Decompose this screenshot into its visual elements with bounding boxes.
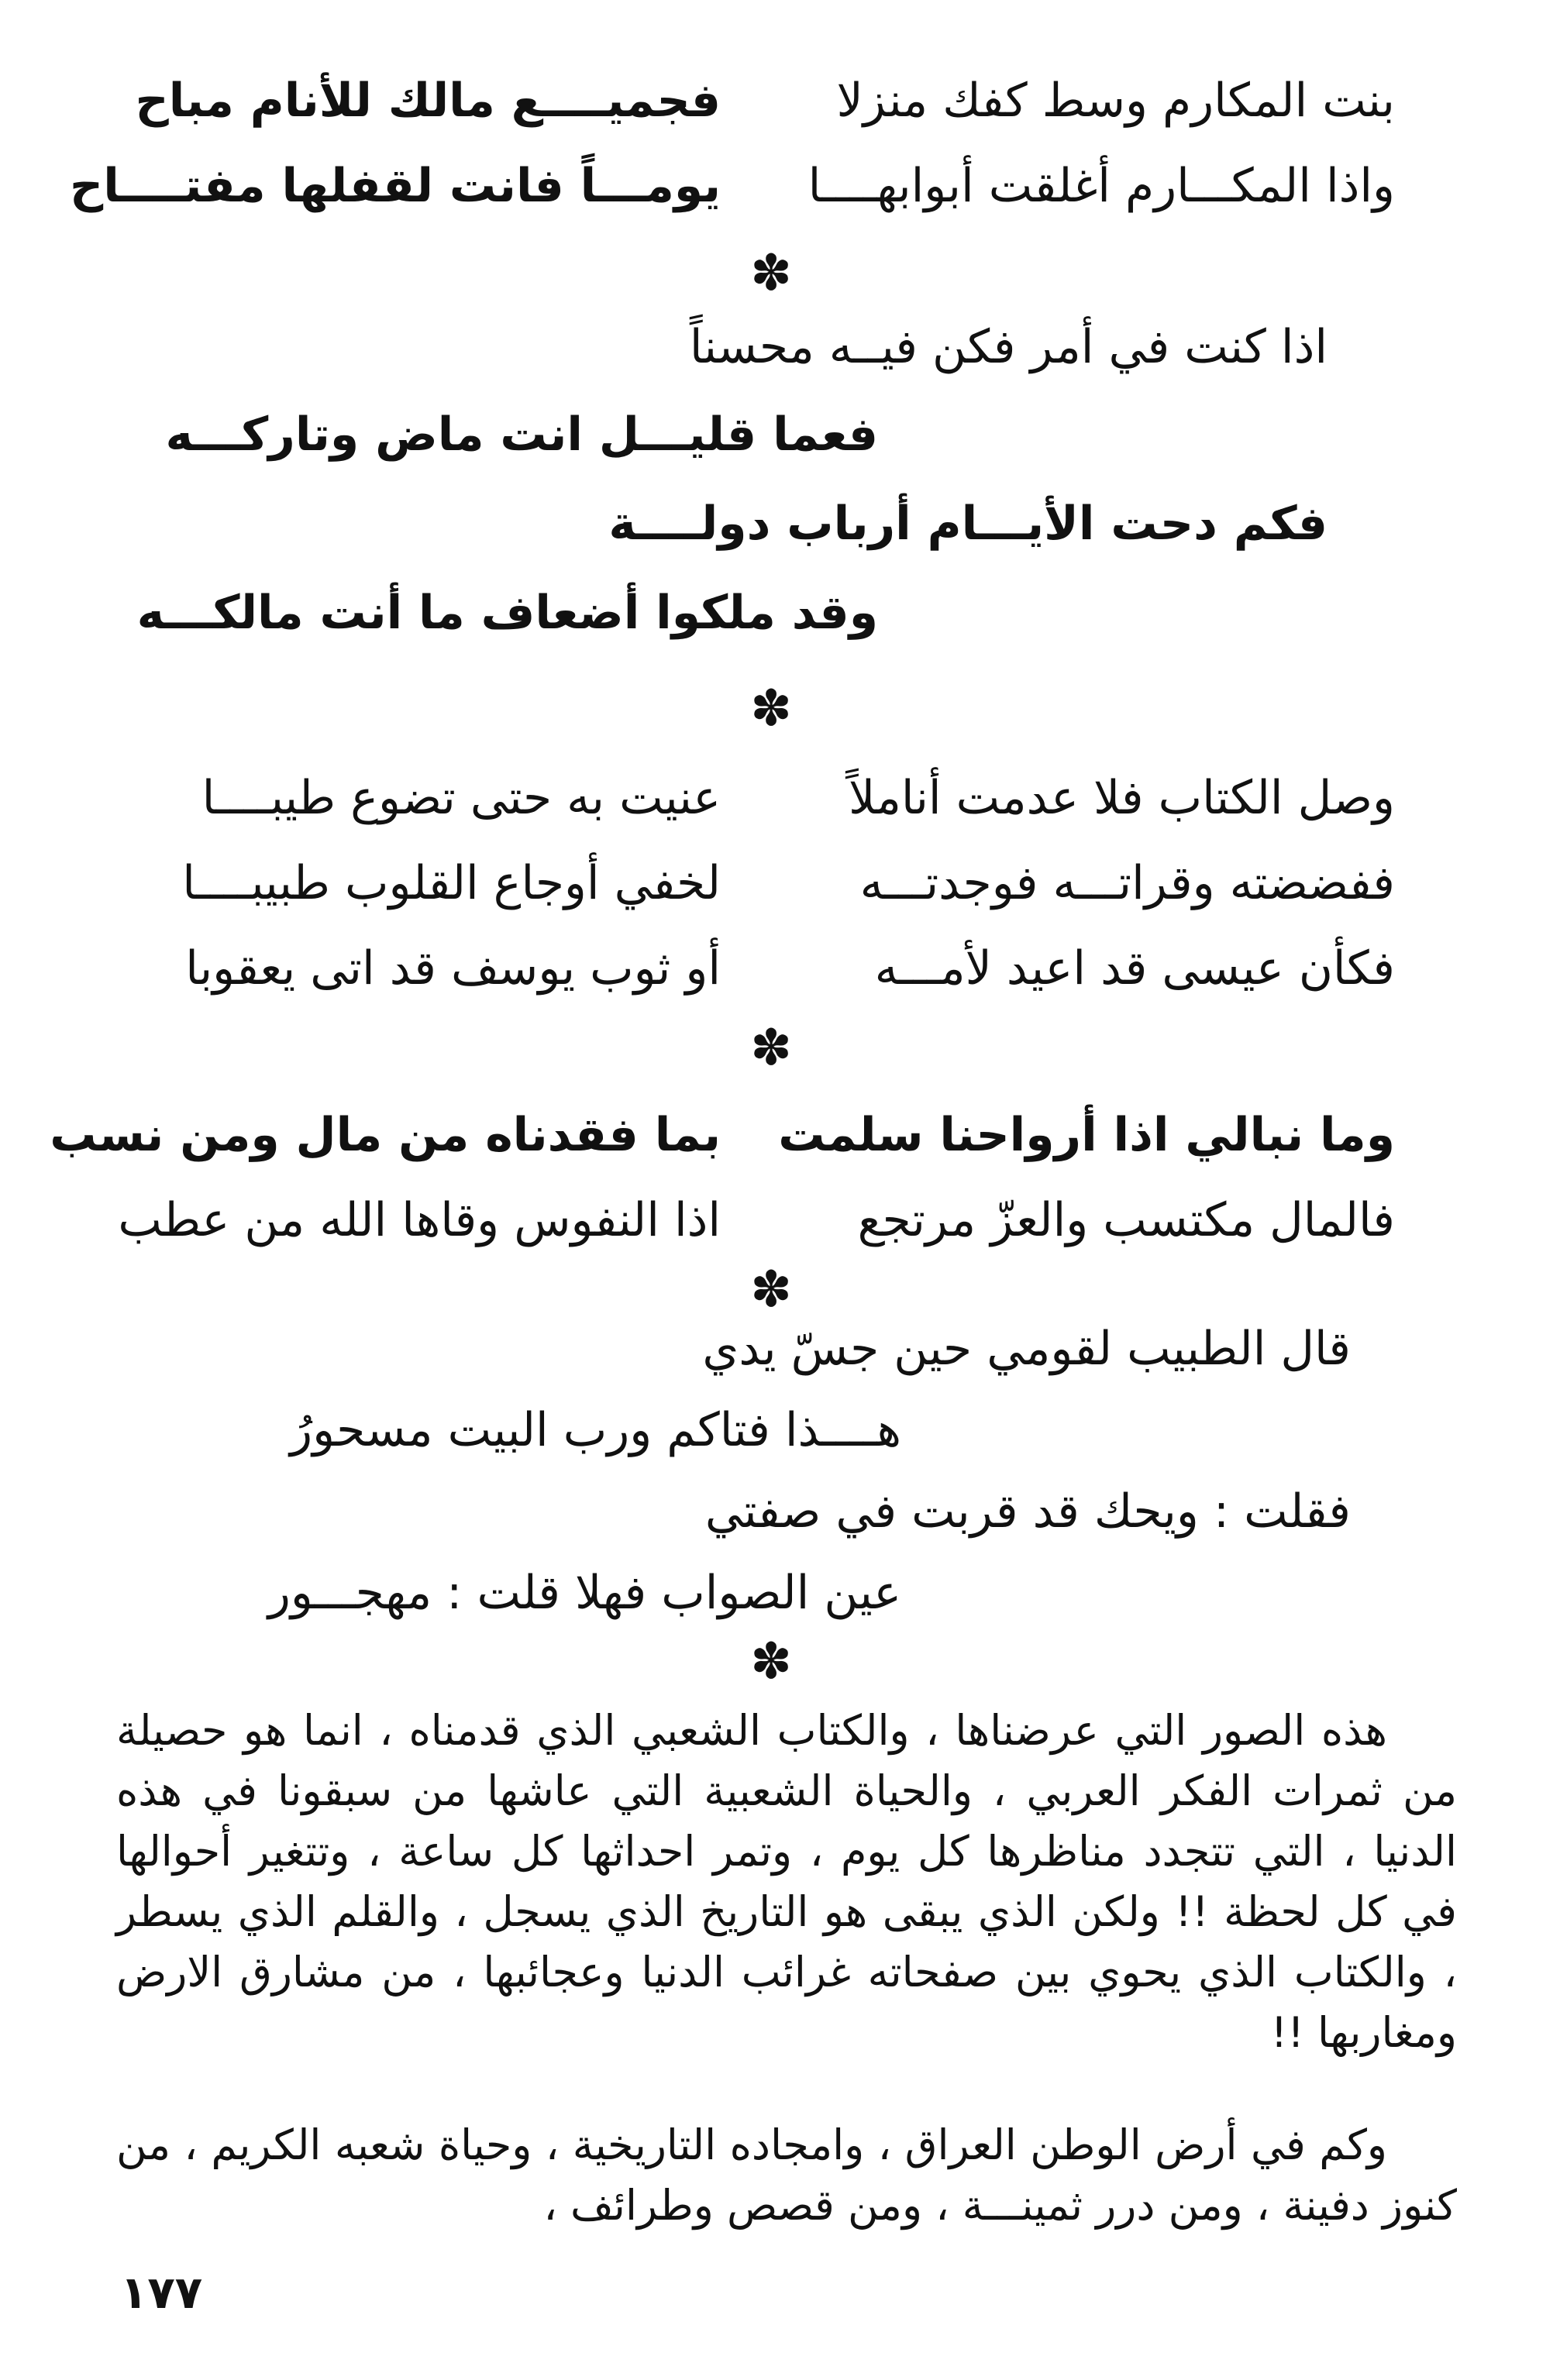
prose-paragraph-2: وكم في أرض الوطن العراق ، وامجاده التاريخية ، وحياة شعبه الكريم ، من كنوز دفينة ، ومن درر ثمينـــة ، ومن قصص وطرائف ، — [116, 2120, 1457, 2230]
poem5-line-2: هــــذا فتاكم ورب البيت مسحورُ — [290, 1403, 901, 1457]
poem3-verse-2-first-hemistich: ففضضته وقراتـــه فوجدتـــه — [859, 856, 1395, 910]
poem5-line-1: قال الطبيب لقومي حين جسّ يدي — [702, 1322, 1351, 1376]
section-separator-2: ✽ — [750, 680, 792, 738]
section-separator-5: ✽ — [750, 1633, 792, 1690]
poem4-verse-2-second-hemistich: اذا النفوس وقاها الله من عطب — [118, 1193, 721, 1247]
poem4-verse-1 — [50, 1092, 1395, 1178]
poem3-verse-3-first-hemistich: فكأن عيسى قد اعيد لأمـــه — [874, 941, 1395, 996]
poem4-verse-2-first-hemistich: فالمال مكتسب والعزّ مرتجع — [857, 1193, 1395, 1247]
poem3-verse-1-second-hemistich: عنيت به حتى تضوع طيبــــا — [201, 771, 721, 825]
poem3-verse-3-second-hemistich: أو ثوب يوسف قد اتى يعقوبا — [185, 941, 721, 996]
prose-paragraph-1: هذه الصور التي عرضناها ، والكتاب الشعبي الذي قدمناه ، انما هو حصيلة من ثمرات الفكر العربي ، والحياة الشعبية التي عاشها من سبقونا في هذه الدنيا ، التي تتجدد مناظرها كل يوم ، وتمر احداثها كل ساعة ، وتتغير أحوالها في كل لحظة !! ولكن الذي يبقى هو التاريخ الذي يسجل ، والقلم الذي يسطر ، والكتاب الذي يحوي بين صفحاته غرائب الدنيا وعجائبها ، من مشارق الارض ومغاربها !! — [116, 1706, 1457, 2057]
section-separator-4: ✽ — [750, 1261, 792, 1319]
poem5-line-3: فقلت : ويحك قد قربت في صفتي — [704, 1484, 1351, 1539]
prose-section — [116, 1701, 1457, 2063]
poem2-line-3: فكم دحت الأيـــام أرباب دولــــة — [608, 497, 1328, 551]
poem1-verse-2-first-hemistich: واذا المكـــارم أغلقت أبوابهــــا — [808, 159, 1395, 213]
poem5-line-4: عين الصواب فهلا قلت : مهجـــور — [267, 1566, 901, 1620]
poem3-verse-3 — [132, 926, 1395, 1011]
poem4-verse-2 — [118, 1178, 1395, 1263]
poem1-verse-1-first-hemistich: بنت المكارم وسط كفك منزلا — [836, 74, 1395, 128]
poem3-verse-1 — [132, 755, 1395, 841]
section-separator-3: ✽ — [750, 1020, 792, 1077]
poem3-verse-1-first-hemistich: وصل الكتاب فلا عدمت أناملاً — [848, 771, 1395, 825]
poem2-line-4: وقد ملكوا أضعاف ما أنت مالكـــه — [136, 586, 878, 640]
poem1-verse-1-second-hemistich: فجميــــع مالك للأنام مباح — [135, 74, 721, 128]
poem4-verse-1-second-hemistich: بما فقدناه من مال ومن نسب — [50, 1108, 721, 1162]
section-separator-1: ✽ — [750, 245, 792, 302]
poem1-verse-1 — [132, 58, 1395, 143]
poem2-line-2: فعما قليـــل انت ماض وتاركـــه — [165, 408, 878, 462]
poem3-verse-2-second-hemistich: لخفي أوجاع القلوب طبيبــــا — [182, 856, 721, 910]
poem3-verse-2 — [132, 841, 1395, 926]
poem2-line-1: اذا كنت في أمر فكن فيــه محسناً — [689, 320, 1328, 374]
poem1-verse-2-second-hemistich: يومـــاً فانت لقفلها مفتــــاح — [69, 159, 721, 213]
prose-section-2 — [116, 2115, 1457, 2236]
page-number: ١٧٧ — [120, 2266, 203, 2319]
poem1-verse-2 — [69, 143, 1395, 229]
poem4-verse-1-first-hemistich: وما نبالي اذا أرواحنا سلمت — [778, 1108, 1395, 1162]
